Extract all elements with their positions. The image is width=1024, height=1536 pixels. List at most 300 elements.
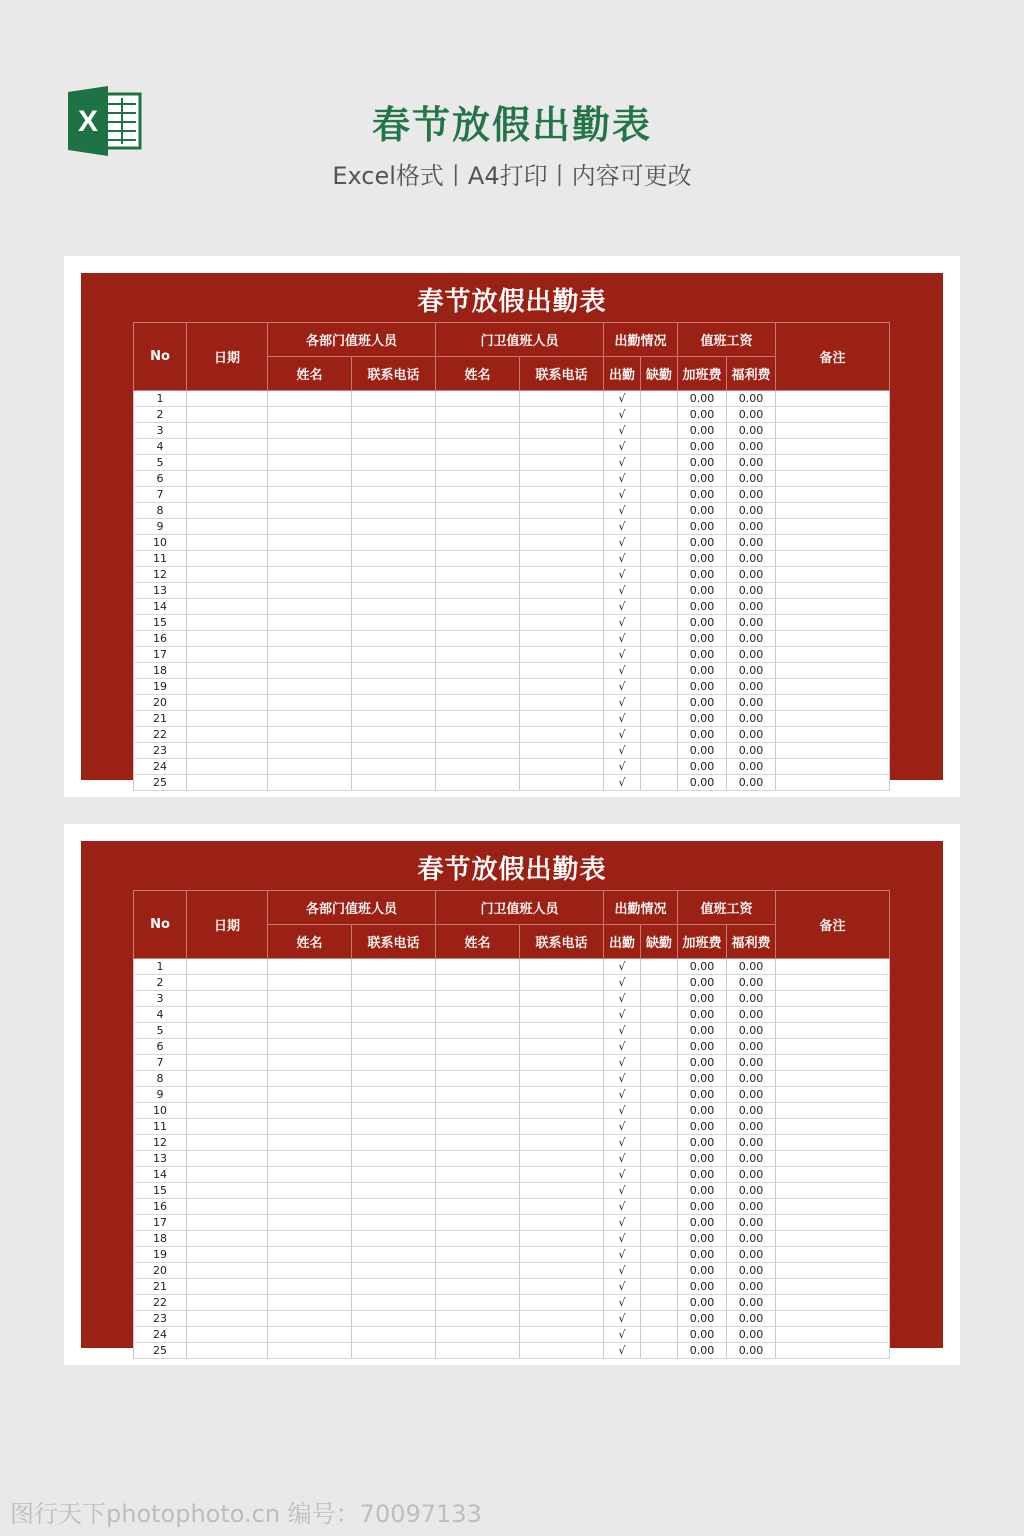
cell-guard-name[interactable] [436, 1023, 520, 1039]
cell-dept-phone[interactable] [352, 727, 436, 743]
cell-remark[interactable] [776, 663, 890, 679]
cell-guard-name[interactable] [436, 1183, 520, 1199]
cell-overtime[interactable]: 0.00 [678, 455, 727, 471]
cell-guard-name[interactable] [436, 1119, 520, 1135]
cell-date[interactable] [187, 615, 268, 631]
cell-overtime[interactable]: 0.00 [678, 975, 727, 991]
cell-guard-phone[interactable] [520, 1343, 604, 1359]
cell-guard-name[interactable] [436, 1055, 520, 1071]
cell-guard-name[interactable] [436, 1071, 520, 1087]
cell-welfare[interactable]: 0.00 [727, 551, 776, 567]
cell-remark[interactable] [776, 711, 890, 727]
cell-guard-phone[interactable] [520, 1183, 604, 1199]
cell-date[interactable] [187, 1311, 268, 1327]
cell-present[interactable]: √ [604, 1151, 641, 1167]
cell-remark[interactable] [776, 487, 890, 503]
cell-overtime[interactable]: 0.00 [678, 631, 727, 647]
cell-absent[interactable] [641, 1247, 678, 1263]
cell-no[interactable]: 4 [134, 1007, 187, 1023]
cell-guard-phone[interactable] [520, 1039, 604, 1055]
cell-absent[interactable] [641, 1279, 678, 1295]
cell-overtime[interactable]: 0.00 [678, 439, 727, 455]
cell-guard-name[interactable] [436, 959, 520, 975]
cell-overtime[interactable]: 0.00 [678, 1343, 727, 1359]
cell-welfare[interactable]: 0.00 [727, 1087, 776, 1103]
cell-no[interactable]: 4 [134, 439, 187, 455]
cell-no[interactable]: 1 [134, 391, 187, 407]
cell-welfare[interactable]: 0.00 [727, 1151, 776, 1167]
cell-no[interactable]: 20 [134, 695, 187, 711]
cell-guard-name[interactable] [436, 679, 520, 695]
cell-remark[interactable] [776, 519, 890, 535]
cell-welfare[interactable]: 0.00 [727, 743, 776, 759]
cell-dept-name[interactable] [268, 1247, 352, 1263]
cell-absent[interactable] [641, 679, 678, 695]
cell-guard-name[interactable] [436, 1199, 520, 1215]
cell-overtime[interactable]: 0.00 [678, 991, 727, 1007]
cell-remark[interactable] [776, 631, 890, 647]
cell-dept-phone[interactable] [352, 959, 436, 975]
cell-overtime[interactable]: 0.00 [678, 1167, 727, 1183]
cell-dept-phone[interactable] [352, 551, 436, 567]
cell-dept-name[interactable] [268, 503, 352, 519]
cell-present[interactable]: √ [604, 487, 641, 503]
cell-no[interactable]: 21 [134, 1279, 187, 1295]
cell-overtime[interactable]: 0.00 [678, 1279, 727, 1295]
cell-guard-phone[interactable] [520, 615, 604, 631]
cell-remark[interactable] [776, 1247, 890, 1263]
cell-dept-name[interactable] [268, 679, 352, 695]
cell-remark[interactable] [776, 1199, 890, 1215]
cell-remark[interactable] [776, 439, 890, 455]
cell-guard-phone[interactable] [520, 583, 604, 599]
cell-date[interactable] [187, 775, 268, 791]
cell-present[interactable]: √ [604, 759, 641, 775]
cell-overtime[interactable]: 0.00 [678, 1007, 727, 1023]
cell-date[interactable] [187, 1103, 268, 1119]
cell-overtime[interactable]: 0.00 [678, 567, 727, 583]
cell-guard-phone[interactable] [520, 1279, 604, 1295]
cell-no[interactable]: 19 [134, 1247, 187, 1263]
cell-date[interactable] [187, 567, 268, 583]
cell-no[interactable]: 17 [134, 647, 187, 663]
cell-overtime[interactable]: 0.00 [678, 1055, 727, 1071]
cell-present[interactable]: √ [604, 1327, 641, 1343]
cell-guard-phone[interactable] [520, 647, 604, 663]
cell-overtime[interactable]: 0.00 [678, 583, 727, 599]
cell-present[interactable]: √ [604, 1087, 641, 1103]
cell-no[interactable]: 14 [134, 1167, 187, 1183]
cell-date[interactable] [187, 1119, 268, 1135]
cell-dept-phone[interactable] [352, 599, 436, 615]
cell-guard-name[interactable] [436, 631, 520, 647]
cell-welfare[interactable]: 0.00 [727, 1103, 776, 1119]
cell-welfare[interactable]: 0.00 [727, 1231, 776, 1247]
cell-dept-phone[interactable] [352, 1215, 436, 1231]
cell-dept-name[interactable] [268, 1215, 352, 1231]
cell-absent[interactable] [641, 535, 678, 551]
cell-no[interactable]: 14 [134, 599, 187, 615]
cell-welfare[interactable]: 0.00 [727, 1007, 776, 1023]
cell-no[interactable]: 3 [134, 423, 187, 439]
cell-guard-name[interactable] [436, 1327, 520, 1343]
cell-no[interactable]: 13 [134, 1151, 187, 1167]
cell-dept-name[interactable] [268, 1007, 352, 1023]
cell-dept-name[interactable] [268, 519, 352, 535]
cell-present[interactable]: √ [604, 615, 641, 631]
cell-remark[interactable] [776, 1119, 890, 1135]
cell-dept-name[interactable] [268, 759, 352, 775]
cell-present[interactable]: √ [604, 711, 641, 727]
cell-guard-name[interactable] [436, 1135, 520, 1151]
cell-guard-phone[interactable] [520, 975, 604, 991]
cell-absent[interactable] [641, 711, 678, 727]
cell-guard-name[interactable] [436, 1215, 520, 1231]
cell-remark[interactable] [776, 583, 890, 599]
cell-dept-phone[interactable] [352, 423, 436, 439]
cell-date[interactable] [187, 551, 268, 567]
cell-no[interactable]: 9 [134, 1087, 187, 1103]
cell-no[interactable]: 6 [134, 1039, 187, 1055]
cell-guard-name[interactable] [436, 743, 520, 759]
cell-remark[interactable] [776, 647, 890, 663]
cell-remark[interactable] [776, 599, 890, 615]
cell-present[interactable]: √ [604, 471, 641, 487]
cell-date[interactable] [187, 743, 268, 759]
cell-present[interactable]: √ [604, 455, 641, 471]
cell-guard-phone[interactable] [520, 1087, 604, 1103]
cell-guard-phone[interactable] [520, 471, 604, 487]
cell-dept-phone[interactable] [352, 631, 436, 647]
cell-no[interactable]: 11 [134, 551, 187, 567]
cell-overtime[interactable]: 0.00 [678, 1039, 727, 1055]
cell-guard-phone[interactable] [520, 991, 604, 1007]
cell-overtime[interactable]: 0.00 [678, 1119, 727, 1135]
cell-dept-name[interactable] [268, 551, 352, 567]
cell-remark[interactable] [776, 975, 890, 991]
cell-absent[interactable] [641, 615, 678, 631]
cell-dept-name[interactable] [268, 1327, 352, 1343]
cell-no[interactable]: 1 [134, 959, 187, 975]
cell-remark[interactable] [776, 1135, 890, 1151]
cell-no[interactable]: 13 [134, 583, 187, 599]
cell-welfare[interactable]: 0.00 [727, 503, 776, 519]
cell-guard-name[interactable] [436, 975, 520, 991]
cell-dept-name[interactable] [268, 975, 352, 991]
cell-remark[interactable] [776, 759, 890, 775]
cell-dept-phone[interactable] [352, 583, 436, 599]
cell-absent[interactable] [641, 1039, 678, 1055]
cell-guard-phone[interactable] [520, 775, 604, 791]
cell-welfare[interactable]: 0.00 [727, 1343, 776, 1359]
cell-overtime[interactable]: 0.00 [678, 519, 727, 535]
cell-present[interactable]: √ [604, 1135, 641, 1151]
cell-remark[interactable] [776, 1167, 890, 1183]
cell-dept-phone[interactable] [352, 1055, 436, 1071]
cell-dept-name[interactable] [268, 535, 352, 551]
cell-guard-name[interactable] [436, 615, 520, 631]
cell-date[interactable] [187, 711, 268, 727]
cell-dept-name[interactable] [268, 695, 352, 711]
cell-welfare[interactable]: 0.00 [727, 679, 776, 695]
cell-present[interactable]: √ [604, 647, 641, 663]
cell-no[interactable]: 10 [134, 535, 187, 551]
cell-welfare[interactable]: 0.00 [727, 647, 776, 663]
cell-overtime[interactable]: 0.00 [678, 1023, 727, 1039]
cell-dept-name[interactable] [268, 1183, 352, 1199]
cell-dept-phone[interactable] [352, 775, 436, 791]
cell-present[interactable]: √ [604, 1311, 641, 1327]
cell-no[interactable]: 20 [134, 1263, 187, 1279]
cell-present[interactable]: √ [604, 1199, 641, 1215]
cell-present[interactable]: √ [604, 503, 641, 519]
cell-guard-phone[interactable] [520, 1055, 604, 1071]
cell-absent[interactable] [641, 583, 678, 599]
cell-dept-name[interactable] [268, 423, 352, 439]
cell-guard-name[interactable] [436, 551, 520, 567]
cell-overtime[interactable]: 0.00 [678, 391, 727, 407]
cell-absent[interactable] [641, 1023, 678, 1039]
cell-dept-phone[interactable] [352, 759, 436, 775]
cell-present[interactable]: √ [604, 439, 641, 455]
cell-absent[interactable] [641, 743, 678, 759]
cell-guard-phone[interactable] [520, 663, 604, 679]
cell-overtime[interactable]: 0.00 [678, 471, 727, 487]
cell-guard-phone[interactable] [520, 959, 604, 975]
cell-remark[interactable] [776, 1279, 890, 1295]
cell-dept-name[interactable] [268, 1119, 352, 1135]
cell-guard-name[interactable] [436, 1295, 520, 1311]
cell-guard-name[interactable] [436, 455, 520, 471]
cell-overtime[interactable]: 0.00 [678, 599, 727, 615]
cell-present[interactable]: √ [604, 423, 641, 439]
cell-no[interactable]: 8 [134, 1071, 187, 1087]
cell-guard-name[interactable] [436, 1007, 520, 1023]
cell-remark[interactable] [776, 1343, 890, 1359]
cell-no[interactable]: 15 [134, 615, 187, 631]
cell-absent[interactable] [641, 1167, 678, 1183]
cell-guard-phone[interactable] [520, 1023, 604, 1039]
cell-dept-phone[interactable] [352, 695, 436, 711]
cell-absent[interactable] [641, 663, 678, 679]
cell-welfare[interactable]: 0.00 [727, 1167, 776, 1183]
cell-dept-phone[interactable] [352, 615, 436, 631]
cell-remark[interactable] [776, 1055, 890, 1071]
cell-guard-name[interactable] [436, 1087, 520, 1103]
cell-present[interactable]: √ [604, 535, 641, 551]
cell-welfare[interactable]: 0.00 [727, 1039, 776, 1055]
cell-guard-name[interactable] [436, 1039, 520, 1055]
cell-absent[interactable] [641, 647, 678, 663]
cell-guard-name[interactable] [436, 1247, 520, 1263]
cell-remark[interactable] [776, 1151, 890, 1167]
cell-dept-name[interactable] [268, 1039, 352, 1055]
cell-dept-phone[interactable] [352, 1135, 436, 1151]
cell-absent[interactable] [641, 1055, 678, 1071]
cell-dept-name[interactable] [268, 775, 352, 791]
cell-absent[interactable] [641, 1311, 678, 1327]
cell-present[interactable]: √ [604, 631, 641, 647]
cell-welfare[interactable]: 0.00 [727, 567, 776, 583]
cell-dept-name[interactable] [268, 1279, 352, 1295]
cell-overtime[interactable]: 0.00 [678, 1151, 727, 1167]
cell-guard-phone[interactable] [520, 519, 604, 535]
cell-guard-name[interactable] [436, 775, 520, 791]
cell-date[interactable] [187, 679, 268, 695]
cell-guard-phone[interactable] [520, 551, 604, 567]
cell-dept-phone[interactable] [352, 647, 436, 663]
cell-present[interactable]: √ [604, 1263, 641, 1279]
cell-dept-name[interactable] [268, 991, 352, 1007]
cell-welfare[interactable]: 0.00 [727, 1327, 776, 1343]
cell-absent[interactable] [641, 1327, 678, 1343]
cell-dept-name[interactable] [268, 1103, 352, 1119]
cell-dept-name[interactable] [268, 727, 352, 743]
cell-remark[interactable] [776, 679, 890, 695]
cell-remark[interactable] [776, 1311, 890, 1327]
cell-guard-phone[interactable] [520, 1119, 604, 1135]
cell-present[interactable]: √ [604, 551, 641, 567]
cell-overtime[interactable]: 0.00 [678, 1247, 727, 1263]
cell-no[interactable]: 8 [134, 503, 187, 519]
cell-dept-name[interactable] [268, 1055, 352, 1071]
cell-dept-name[interactable] [268, 1343, 352, 1359]
cell-remark[interactable] [776, 1087, 890, 1103]
cell-overtime[interactable]: 0.00 [678, 1311, 727, 1327]
cell-welfare[interactable]: 0.00 [727, 711, 776, 727]
cell-dept-name[interactable] [268, 1087, 352, 1103]
cell-date[interactable] [187, 1087, 268, 1103]
cell-guard-phone[interactable] [520, 1311, 604, 1327]
cell-overtime[interactable]: 0.00 [678, 711, 727, 727]
cell-no[interactable]: 25 [134, 775, 187, 791]
cell-guard-phone[interactable] [520, 1103, 604, 1119]
cell-present[interactable]: √ [604, 599, 641, 615]
cell-guard-phone[interactable] [520, 1071, 604, 1087]
cell-welfare[interactable]: 0.00 [727, 455, 776, 471]
cell-dept-phone[interactable] [352, 487, 436, 503]
cell-absent[interactable] [641, 1199, 678, 1215]
cell-welfare[interactable]: 0.00 [727, 599, 776, 615]
cell-dept-name[interactable] [268, 1231, 352, 1247]
cell-dept-phone[interactable] [352, 407, 436, 423]
cell-guard-name[interactable] [436, 535, 520, 551]
cell-absent[interactable] [641, 471, 678, 487]
cell-date[interactable] [187, 727, 268, 743]
cell-present[interactable]: √ [604, 1167, 641, 1183]
cell-absent[interactable] [641, 975, 678, 991]
cell-welfare[interactable]: 0.00 [727, 1279, 776, 1295]
cell-overtime[interactable]: 0.00 [678, 759, 727, 775]
cell-present[interactable]: √ [604, 1071, 641, 1087]
cell-present[interactable]: √ [604, 1279, 641, 1295]
cell-guard-name[interactable] [436, 567, 520, 583]
cell-present[interactable]: √ [604, 1247, 641, 1263]
cell-guard-name[interactable] [436, 1279, 520, 1295]
cell-dept-name[interactable] [268, 1023, 352, 1039]
cell-dept-name[interactable] [268, 959, 352, 975]
cell-no[interactable]: 3 [134, 991, 187, 1007]
cell-no[interactable]: 22 [134, 1295, 187, 1311]
cell-guard-name[interactable] [436, 991, 520, 1007]
cell-welfare[interactable]: 0.00 [727, 1135, 776, 1151]
cell-overtime[interactable]: 0.00 [678, 1103, 727, 1119]
cell-remark[interactable] [776, 959, 890, 975]
cell-absent[interactable] [641, 727, 678, 743]
cell-remark[interactable] [776, 615, 890, 631]
cell-welfare[interactable]: 0.00 [727, 1199, 776, 1215]
cell-guard-phone[interactable] [520, 1215, 604, 1231]
cell-dept-phone[interactable] [352, 1007, 436, 1023]
cell-welfare[interactable]: 0.00 [727, 615, 776, 631]
cell-present[interactable]: √ [604, 1183, 641, 1199]
cell-dept-name[interactable] [268, 487, 352, 503]
cell-guard-name[interactable] [436, 1231, 520, 1247]
cell-date[interactable] [187, 631, 268, 647]
cell-present[interactable]: √ [604, 583, 641, 599]
cell-guard-phone[interactable] [520, 727, 604, 743]
cell-guard-name[interactable] [436, 1311, 520, 1327]
cell-dept-phone[interactable] [352, 471, 436, 487]
cell-no[interactable]: 24 [134, 759, 187, 775]
cell-absent[interactable] [641, 959, 678, 975]
cell-guard-phone[interactable] [520, 599, 604, 615]
cell-dept-name[interactable] [268, 583, 352, 599]
cell-absent[interactable] [641, 455, 678, 471]
cell-date[interactable] [187, 991, 268, 1007]
cell-dept-phone[interactable] [352, 1183, 436, 1199]
cell-welfare[interactable]: 0.00 [727, 1311, 776, 1327]
cell-dept-name[interactable] [268, 1199, 352, 1215]
cell-guard-phone[interactable] [520, 679, 604, 695]
cell-overtime[interactable]: 0.00 [678, 407, 727, 423]
cell-remark[interactable] [776, 407, 890, 423]
cell-absent[interactable] [641, 1231, 678, 1247]
cell-dept-name[interactable] [268, 1135, 352, 1151]
cell-no[interactable]: 17 [134, 1215, 187, 1231]
cell-overtime[interactable]: 0.00 [678, 535, 727, 551]
cell-absent[interactable] [641, 1183, 678, 1199]
cell-no[interactable]: 11 [134, 1119, 187, 1135]
cell-remark[interactable] [776, 1007, 890, 1023]
cell-dept-name[interactable] [268, 1263, 352, 1279]
cell-absent[interactable] [641, 1135, 678, 1151]
cell-absent[interactable] [641, 1103, 678, 1119]
cell-absent[interactable] [641, 1119, 678, 1135]
cell-welfare[interactable]: 0.00 [727, 775, 776, 791]
cell-present[interactable]: √ [604, 959, 641, 975]
cell-guard-phone[interactable] [520, 1167, 604, 1183]
cell-date[interactable] [187, 1199, 268, 1215]
cell-date[interactable] [187, 407, 268, 423]
cell-dept-name[interactable] [268, 599, 352, 615]
cell-guard-phone[interactable] [520, 711, 604, 727]
cell-overtime[interactable]: 0.00 [678, 1199, 727, 1215]
cell-no[interactable]: 15 [134, 1183, 187, 1199]
cell-absent[interactable] [641, 1263, 678, 1279]
cell-date[interactable] [187, 535, 268, 551]
cell-overtime[interactable]: 0.00 [678, 1231, 727, 1247]
cell-dept-phone[interactable] [352, 503, 436, 519]
cell-remark[interactable] [776, 1231, 890, 1247]
cell-no[interactable]: 16 [134, 631, 187, 647]
cell-dept-name[interactable] [268, 567, 352, 583]
cell-remark[interactable] [776, 1327, 890, 1343]
cell-dept-name[interactable] [268, 471, 352, 487]
cell-welfare[interactable]: 0.00 [727, 1183, 776, 1199]
cell-guard-name[interactable] [436, 439, 520, 455]
cell-no[interactable]: 21 [134, 711, 187, 727]
